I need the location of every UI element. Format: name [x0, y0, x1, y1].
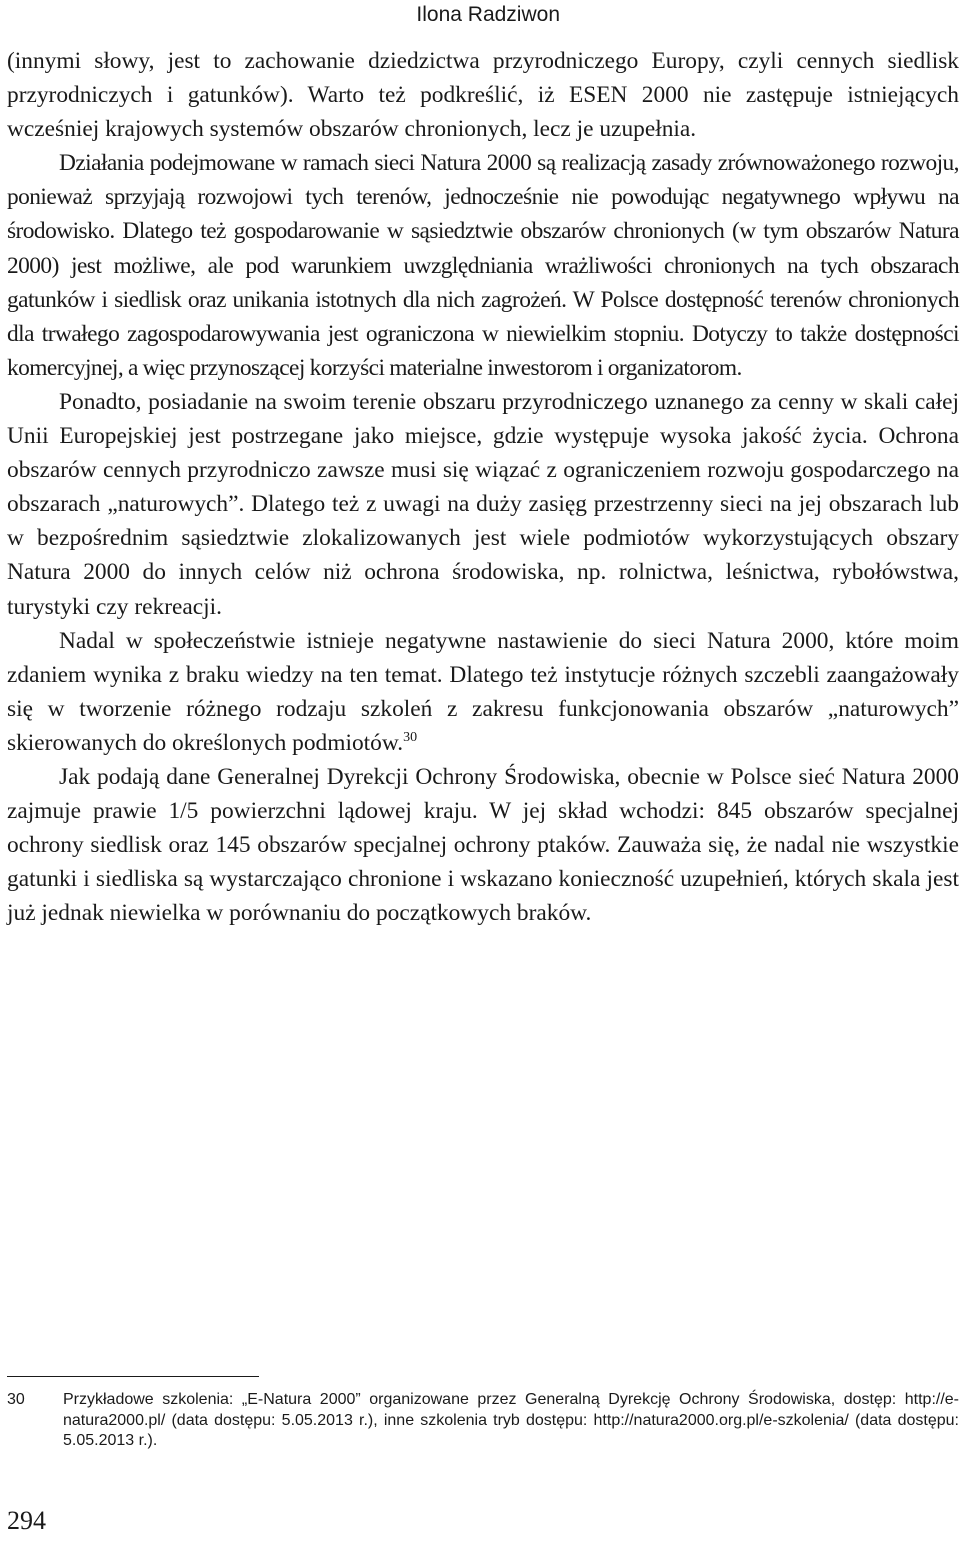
footnote	[7, 1390, 959, 1452]
main-text	[7, 44, 959, 930]
paragraph: Działania podejmowane w ramach sieci Natura 2000 są realizacją zasady zrównoważonego rozwoju, ponieważ sprzyjają rozwojowi tych terenów, jednocześnie nie powodując negatywnego wpływu na środowisko. Dlatego też gospodarowanie w sąsiedztwie obszarów chronionych (w tym obszarów Natura 2000) jest możliwe, ale pod warunkiem uwzględniania wrażliwości chronionych na tych obszarach gatunków i siedlisk oraz unikania istotnych dla nich zagrożeń. W Polsce dostępność terenów chronionych dla trwałego zagospodarowywania jest ograniczona w niewielkim stopniu. Dotyczy to także dostępności komercyjnej, a więc przynoszącej korzyści materialne inwestorom i organizatorom.	[7, 150, 959, 381]
paragraph-text: Nadal w społeczeństwie istnieje negatywne nastawienie do sieci Natura 2000, które moim zdaniem wynika z braku wiedzy na ten temat. Dlatego też instytucje różnych szczebli zaangażowały się w tworzenie różnego rodzaju szkoleń z zakresu funkcjonowania obszarów „naturowych” skierowanych do określonych podmiotów.	[7, 627, 959, 756]
paragraph: Jak podają dane Generalnej Dyrekcji Ochrony Środowiska, obecnie w Polsce sieć Natura 2000 zajmuje prawie 1/5 powierzchni lądowej kraju. W jej skład wchodzi: 845 obszarów specjalnej ochrony siedlisk oraz 145 obszarów specjalnej ochrony ptaków. Zauważa się, że nadal nie wszystkie gatunki i siedliska są wystarczająco chronione i wskazano konieczność uzupełnień, których skala jest już jednak niewielka w porównaniu do początkowych braków.	[7, 763, 959, 927]
paragraph: (innymi słowy, jest to zachowanie dziedzictwa przyrodniczego Europy, czyli cennych siedlisk przyrodniczych i gatunków). Warto też podkreślić, iż ESEN 2000 nie zastępuje istniejących wcześniej krajowych systemów obszarów chronionych, lecz je uzupełnia.	[7, 48, 959, 143]
footnote-separator	[7, 1376, 259, 1377]
footnote-reference[interactable]: 30	[403, 730, 418, 746]
paragraph: Ponadto, posiadanie na swoim terenie obszaru przyrodniczego uznanego za cenny w skali całej Unii Europejskiej jest postrzegane jako miejsce, gdzie występuje wysoka jakość życia. Ochrona obszarów cennych przyrodniczo zawsze musi się wiązać z ograniczeniem rozwoju gospodarczego na obszarach „naturowych”. Dlatego też z uwagi na duży zasięg przestrzenny sieci na jej obszarach lub w bezpośrednim sąsiedztwie zlokalizowanych jest wiele podmiotów wykorzystujących obszary Natura 2000 do innych celów niż ochrona środowiska, np. rolnictwa, leśnictwa, rybołówstwa, turystyki czy rekreacji.	[7, 388, 959, 620]
running-header-author: Ilona Radziwon	[416, 3, 560, 26]
page-number: 294	[7, 1506, 46, 1535]
footnote-text: Przykładowe szkolenia: „E-Natura 2000” organizowane przez Generalną Dyrekcję Ochrony Środowiska, dostęp: http://e-natura2000.pl/ (data dostępu: 5.05.2013 r.), inne szkolenia tryb dostępu: http://natura2000.org.pl/e-szkolenia/ (data dostępu: 5.05.2013 r.).	[63, 1391, 959, 1449]
paragraph	[7, 624, 959, 760]
footnotes	[7, 1390, 959, 1452]
footnote-number: 30	[7, 1391, 25, 1408]
